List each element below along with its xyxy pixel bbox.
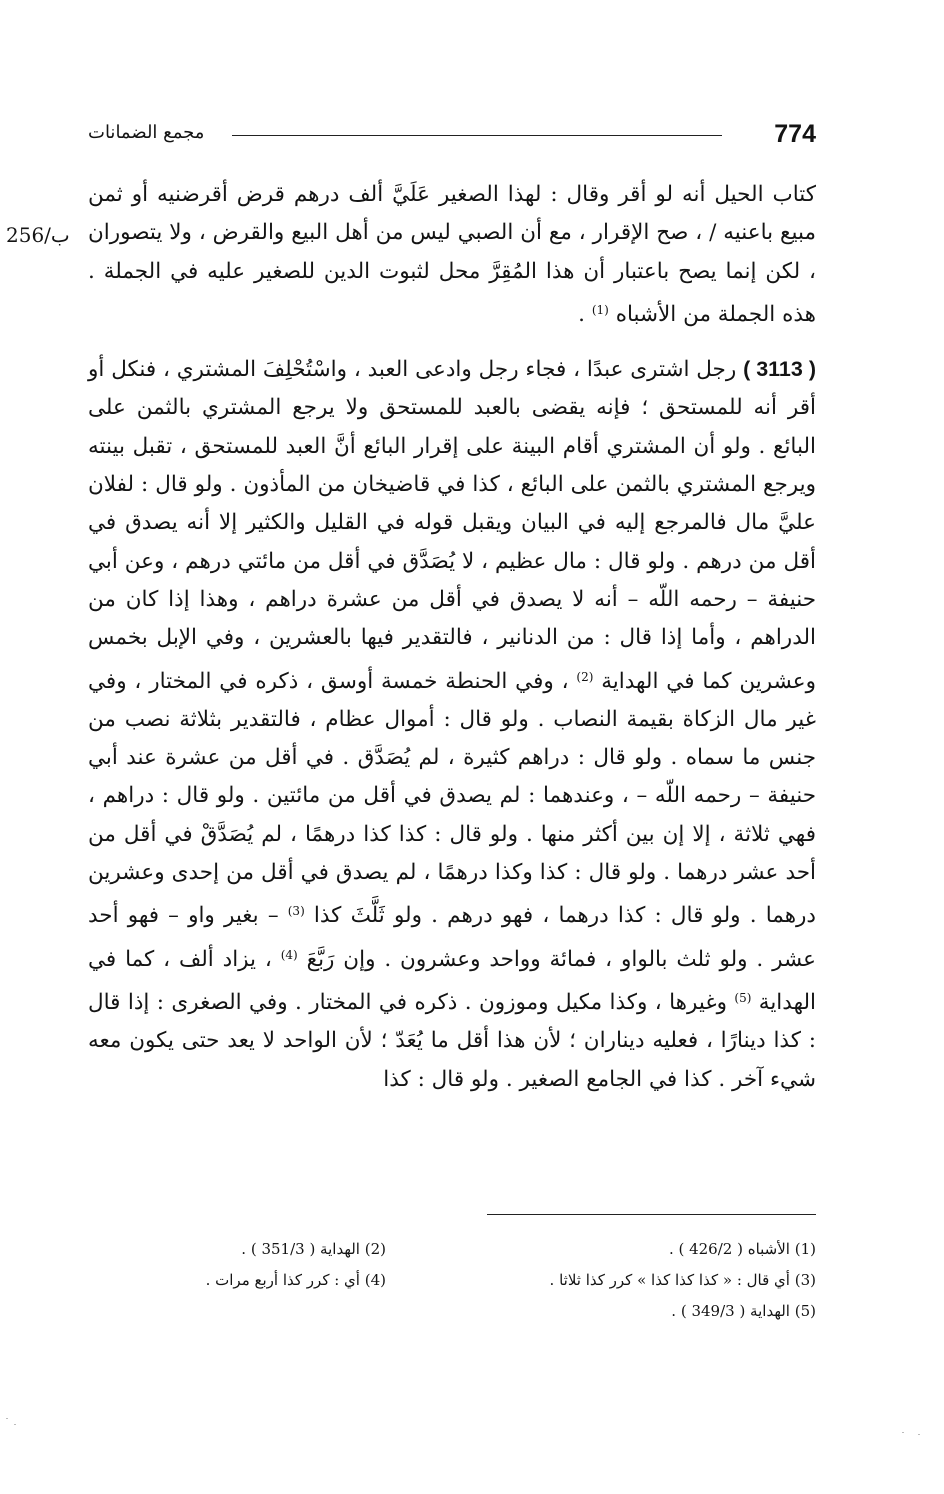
paragraph-2-text-5: وغيرها ، وكذا مكيل وموزون . ذكره في المختار . وفي الصغرى : إذا قال : كذا دينارًا ، فعليه ديناران ؛ لأن هذا أقل ما يُعَدّ ؛ لأن الواحد لا يعد حتى يكون معه شيء آخر . كذا في الجامع الصغير . ولو قال : كذا [88,989,816,1092]
header-rule [232,135,722,136]
entry-number: ( 3113 ) [743,357,816,382]
paragraph-1-end: . [578,301,592,327]
footnote-ref-3: (3) [287,904,305,919]
paragraph-2-text-3: – بغير واو – فهو أحد عشر . ولو ثلث بالواو ، فمائة وواحد وعشرون . وإن رَبَّعَ [88,903,816,972]
footnote-3: (3) أي قال : « كذا كذا كذا » كرر كذا ثلاثا . [549,1271,816,1289]
footnote-4: (4) أي : كرر كذا أربع مرات . [205,1271,386,1289]
footnote-row-3 [88,1296,816,1327]
footnote-rule [487,1214,816,1215]
main-text [88,176,816,1099]
paragraph-2-text-2: ، وفي الحنطة خمسة أوسق ، ذكره في المختار ، وفي غير مال الزكاة بقيمة النصاب . ولو قال : أموال عظام ، فالتقدير بثلاثة نصب من جنس ما سماه . ولو قال : دراهم كثيرة ، لم يُصَدَّق . في أقل من عشرة عند أبي حنيفة – رحمه اللّه – ، وعندهما : لم يصدق في أقل من مائتين . ولو قال : دراهم ، فهي ثلاثة ، إلا إن بين أكثر منها . ولو قال : كذا كذا درهمًا ، لم يُصَدَّقْ في أقل من أحد عشر درهما . ولو قال : كذا وكذا درهمًا ، لم يصدق في أقل من إحدى وعشرين درهما . ولو قال : كذا درهما ، فهو درهم . ولو ثَلَّثَ كذا [88,668,816,929]
paragraph-2 [88,350,816,1099]
footnote-2: (2) الهداية ( 351/3 ) . [241,1240,386,1258]
page-header [88,118,816,158]
running-title: مجمع الضمانات [88,122,205,143]
footnote-5: (5) الهداية ( 349/3 ) . [671,1302,816,1320]
footnote-1: (1) الأشباه ( 426/2 ) . [668,1240,816,1258]
paragraph-2-text-1: رجل اشترى عبدًا ، فجاء رجل وادعى العبد ، واسْتُحْلِفَ المشتري ، فنكل أو أقر أنه للمستحق ؛ فإنه يقضى بالعبد للمستحق ولا يرجع المشتري بالثمن على البائع . ولو أن المشتري أقام البينة على إقرار البائع أنَّ العبد للمستحق ، تقبل بينته ويرجع المشتري بالثمن على البائع ، كذا في قاضيخان من المأذون . ولو قال : لفلان عليَّ مال فالمرجع إليه في البيان ويقبل قوله في القليل والكثير إلا أنه يصدق في أقل من درهم . ولو قال : مال عظيم ، لا يُصَدَّق في أقل من مائتي درهم ، وعن أبي حنيفة – رحمه اللّه – أنه لا يصدق في أقل من عشرة دراهم ، وهذا إذا كان من الدراهم ، وأما إذا قال : من الدنانير ، فالتقدير فيها بالعشرين ، وفي الإبل بخمس وعشرين كما في الهداية [88,357,816,694]
paragraph-2-text-4: ، يزاد ألف ، كما في الهداية [88,946,817,1015]
footnote-ref-2: (2) [576,669,594,684]
paragraph-1 [88,176,816,334]
footnote-ref-1: (1) [591,302,609,317]
footnote-row-2 [88,1265,816,1296]
footnote-row-1 [88,1234,816,1265]
scan-speck [902,1432,904,1433]
scan-speck [918,1434,920,1435]
footnote-ref-5: (5) [734,990,752,1005]
footnote-ref-4: (4) [280,947,298,962]
margin-folio-note: 256/ب [6,223,70,247]
scan-speck [14,1424,16,1425]
paragraph-1-text: كتاب الحيل أنه لو أقر وقال : لهذا الصغير عَلَيَّ ألف درهم قرض أقرضنيه أو ثمن مبيع باعنيه / ، صح الإقرار ، مع أن الصبي ليس من أهل البيع والقرض ، ولا يتصوران ، لكن إنما يصح باعتبار أن هذا المُقِرَّ محل لثبوت الدين للصغير عليه في الجملة . هذه الجملة من الأشباه [88,182,816,327]
scan-speck [6,1418,8,1419]
page-number: 774 [774,120,816,148]
footnotes [88,1234,816,1327]
